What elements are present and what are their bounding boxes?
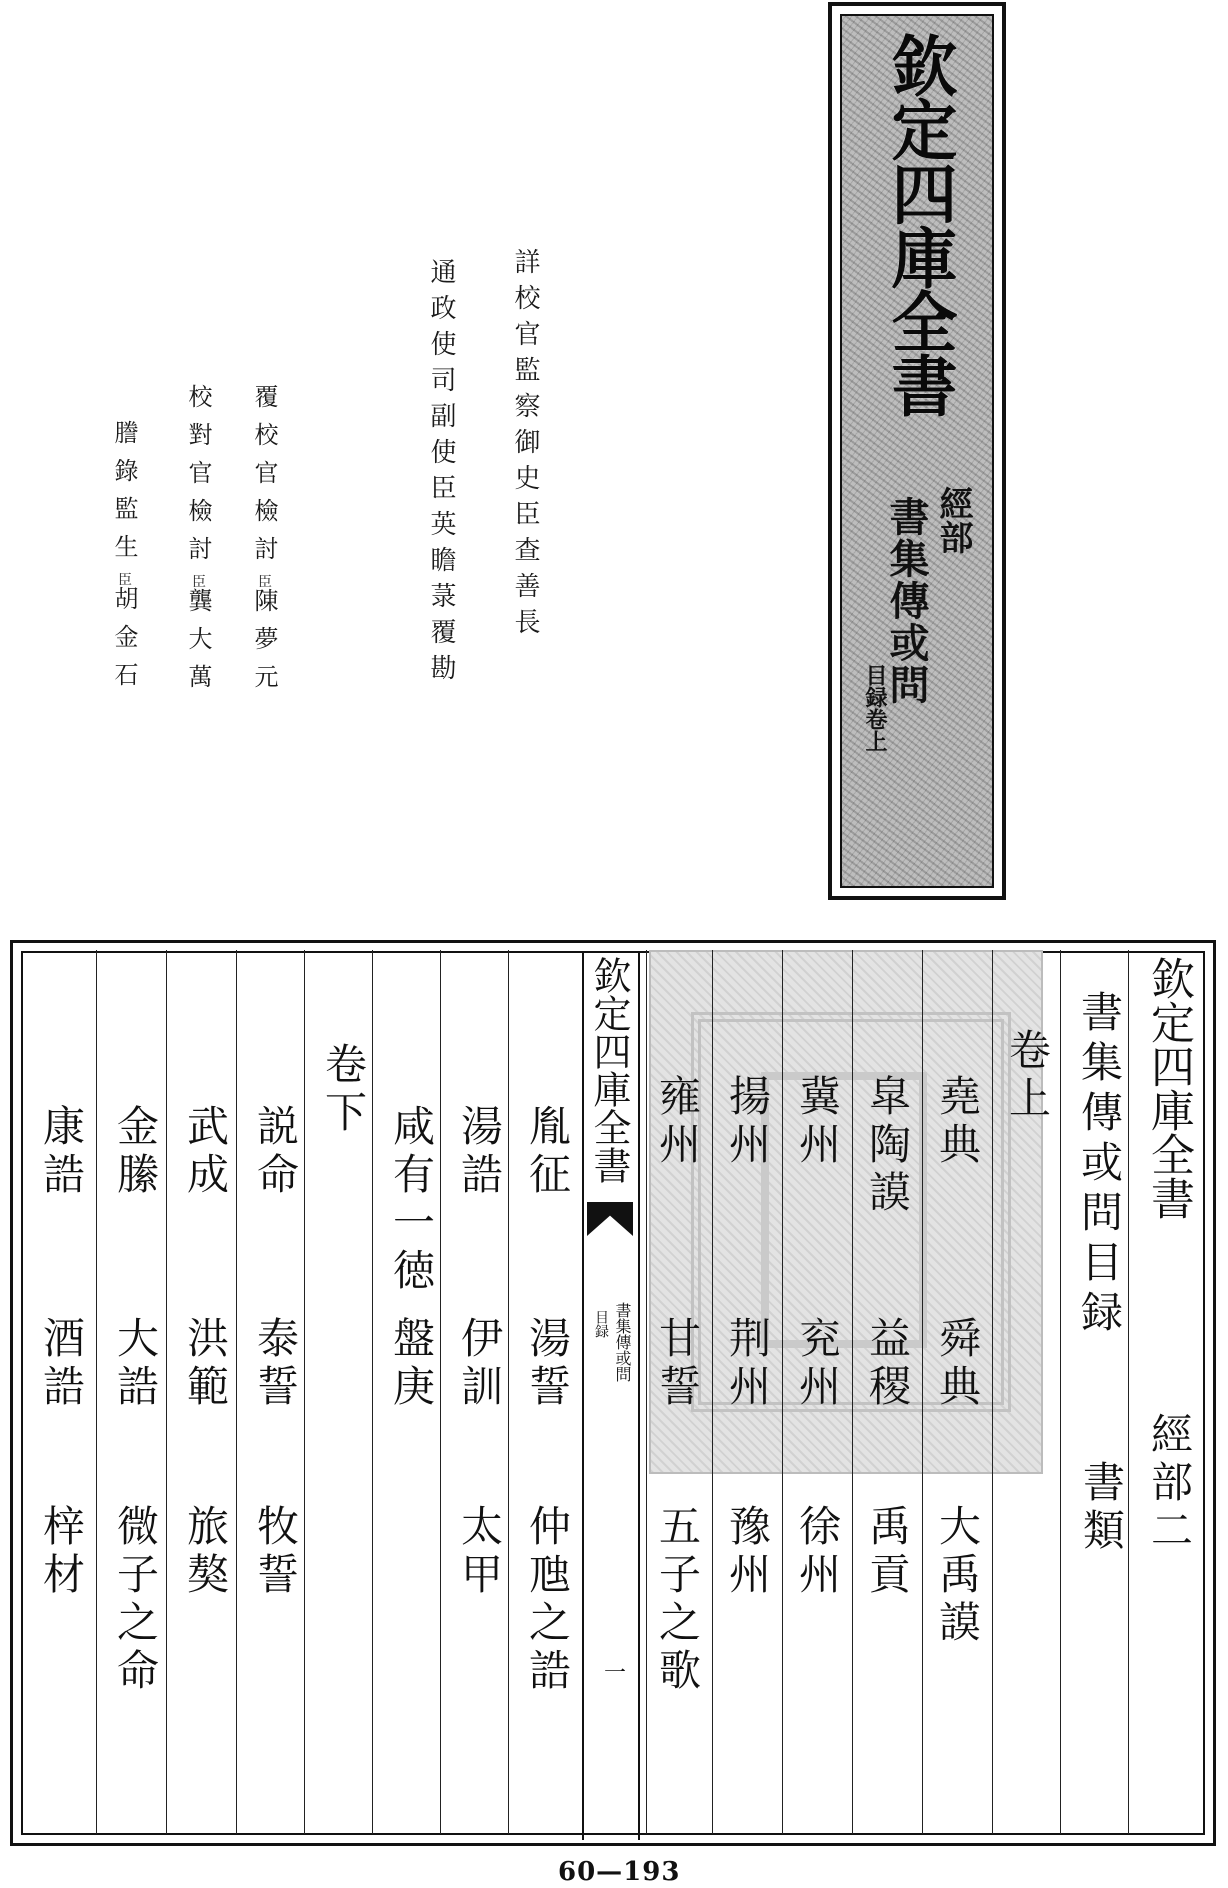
toc-entry: 微子之命 <box>111 1504 160 1696</box>
toc-entry: 説命 <box>251 1104 300 1200</box>
toc-entry: 咸有一徳 <box>387 1104 436 1296</box>
page-number: 60—193 <box>558 1857 681 1887</box>
toc-entry: 冀州 <box>793 1074 842 1170</box>
credit-recheck-title: 覆校官檢討 <box>250 384 278 574</box>
toc-entry: 湯誥 <box>455 1104 504 1200</box>
title-slip-inner <box>840 14 994 888</box>
toc-entry: 洪範 <box>181 1316 230 1412</box>
credit-proof-title: 校對官檢討 <box>184 384 212 574</box>
slip-category: 經部 <box>933 486 973 554</box>
fish-mouth-sub: 書集傳或問 <box>613 1302 632 1382</box>
credit-recheck-name: 陳夢元 <box>250 588 278 702</box>
toc-entry: 皐陶謨 <box>863 1074 912 1218</box>
toc-entry: 豫州 <box>723 1504 772 1600</box>
slip-title: 欽定四庫全書 <box>880 32 958 416</box>
credit-recheck <box>252 384 276 702</box>
slip-note: 目録卷上 <box>862 664 888 752</box>
toc-entry: 武成 <box>181 1104 230 1200</box>
credit-recheck-chen: 臣 <box>256 574 272 588</box>
toc-entry: 梓材 <box>37 1504 86 1600</box>
fish-mouth-page: 一 <box>604 1661 627 1686</box>
toc-entry: 禹貢 <box>863 1504 912 1600</box>
toc-entry: 伊訓 <box>455 1316 504 1412</box>
toc-title: 欽定四庫全書 <box>1143 956 1194 1220</box>
credit-proof-chen: 臣 <box>190 574 206 588</box>
toc-class: 書類 <box>1077 1460 1126 1556</box>
toc-entry: 揚州 <box>723 1074 772 1170</box>
toc-entry: 荆州 <box>723 1316 772 1412</box>
toc-entry: 堯典 <box>933 1074 982 1170</box>
toc-entry: 益稷 <box>863 1316 912 1412</box>
toc-entry: 大誥 <box>111 1316 160 1412</box>
credit-proof <box>186 384 210 702</box>
toc-entry: 徐州 <box>793 1504 842 1600</box>
toc-entry: 雍州 <box>653 1074 702 1170</box>
toc-volume-1: 卷上 <box>1003 1028 1052 1124</box>
credit-collator-2: 通政使司副使臣英瞻菉覆勘 <box>426 258 456 690</box>
toc-entry: 五子之歌 <box>653 1504 702 1696</box>
toc-entry: 湯誓 <box>523 1316 572 1412</box>
toc-entry: 大禹謨 <box>933 1504 982 1648</box>
title-slip <box>828 2 1006 900</box>
slip-book: 書集傳或問 <box>883 496 930 706</box>
toc-entry: 旅獒 <box>181 1504 230 1600</box>
toc-entry: 酒誥 <box>37 1316 86 1412</box>
toc-entry: 舜典 <box>933 1316 982 1412</box>
toc-entry: 牧誓 <box>251 1504 300 1600</box>
credit-collator-1: 詳校官監察御史臣查善長 <box>510 248 540 644</box>
toc-entry: 兖州 <box>793 1316 842 1412</box>
credit-copyist-name: 胡金石 <box>110 586 138 700</box>
toc-entry: 太甲 <box>455 1504 504 1600</box>
toc-entry: 甘誓 <box>653 1316 702 1412</box>
toc-entry: 康誥 <box>37 1104 86 1200</box>
credit-copyist-chen: 臣 <box>116 572 132 586</box>
credit-copyist <box>112 420 136 700</box>
toc-entry: 泰誓 <box>251 1316 300 1412</box>
toc-volume-2: 卷下 <box>319 1042 368 1138</box>
toc-entry: 胤征 <box>523 1104 572 1200</box>
fish-mouth-sub2: 目録 <box>593 1310 609 1338</box>
credit-proof-name: 龔大萬 <box>184 588 212 702</box>
library-seal-stamp <box>649 950 1043 1474</box>
toc-entry: 盤庚 <box>387 1316 436 1412</box>
toc-entry: 仲虺之誥 <box>523 1504 572 1696</box>
fish-mouth-title: 欽定四庫全書 <box>587 956 631 1184</box>
toc-category: 經部二 <box>1145 1412 1194 1556</box>
toc-book-title: 書集傳或問目録 <box>1075 990 1124 1340</box>
toc-entry: 金縢 <box>111 1104 160 1200</box>
credit-copyist-title: 謄錄監生 <box>110 420 138 572</box>
